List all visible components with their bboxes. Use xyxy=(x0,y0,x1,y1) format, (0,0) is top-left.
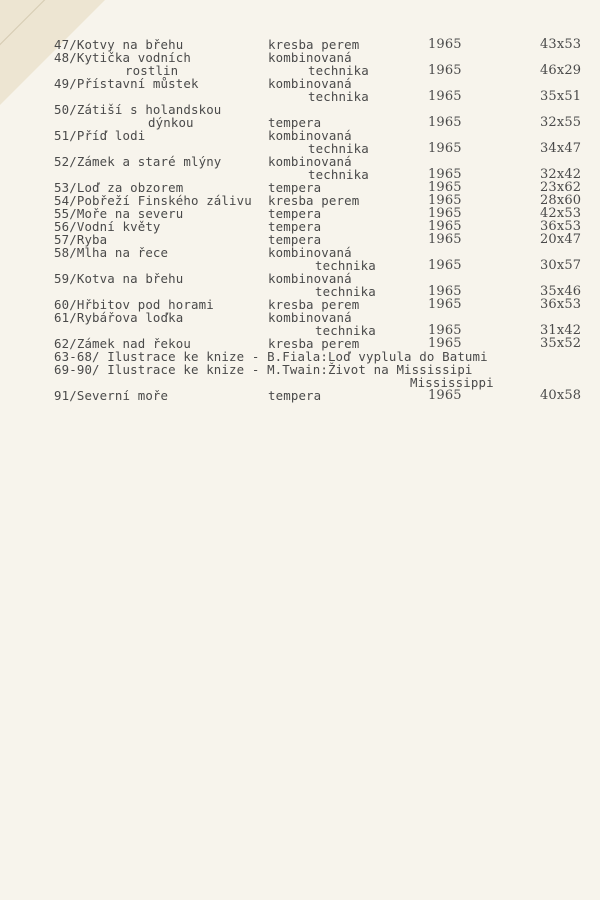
entry-year: 1965 xyxy=(428,115,462,130)
entry-title: 59/Kotva na břehu xyxy=(54,271,184,286)
entry-technique: kresba perem xyxy=(268,37,360,52)
entry-technique: tempera xyxy=(268,206,322,221)
entry-size: 42x53 xyxy=(540,206,582,221)
entry-technique: kresba perem xyxy=(268,297,360,312)
entry-size: 35x52 xyxy=(540,336,582,351)
entry-year: 1965 xyxy=(428,180,462,195)
entry-title: 52/Zámek a staré mlýny xyxy=(54,154,222,169)
entry-technique: kombinovaná xyxy=(268,154,352,169)
entry-title: 55/Moře na severu xyxy=(54,206,184,221)
entry-year: 1965 xyxy=(428,258,462,273)
entry-technique-continuation: technika xyxy=(308,89,369,104)
entry-technique-continuation: technika xyxy=(315,258,376,273)
entry-technique: kresba perem xyxy=(268,336,360,351)
entry-title: 57/Ryba xyxy=(54,232,108,247)
entry-year: 1965 xyxy=(428,141,462,156)
entry-technique: tempera xyxy=(268,219,322,234)
entry-size: 30x57 xyxy=(540,258,582,273)
entry-title: 60/Hřbitov pod horami xyxy=(54,297,214,312)
entry-size: 35x51 xyxy=(540,89,582,104)
entry-title: 58/Mlha na řece xyxy=(54,245,169,260)
entry-year: 1965 xyxy=(428,297,462,312)
entry-technique: kombinovaná xyxy=(268,128,352,143)
entry-title-continuation: rostlin xyxy=(125,63,179,78)
entry-technique: kombinovaná xyxy=(268,245,352,260)
entry-size: 32x42 xyxy=(540,167,582,182)
entry-year: 1965 xyxy=(428,219,462,234)
entry-year: 1965 xyxy=(428,89,462,104)
entry-size: 31x42 xyxy=(540,323,582,338)
entry-year: 1965 xyxy=(428,323,462,338)
entry-size: 36x53 xyxy=(540,219,582,234)
entry-size: 46x29 xyxy=(540,63,582,78)
entry-year: 1965 xyxy=(428,63,462,78)
entry-technique-continuation: technika xyxy=(315,323,376,338)
entry-technique-continuation: technika xyxy=(308,141,369,156)
entry-title: 54/Pobřeží Finského zálivu xyxy=(54,193,252,208)
entry-size: 32x55 xyxy=(540,115,582,130)
entry-title: 50/Zátiší s holandskou xyxy=(54,102,222,117)
entry-size: 34x47 xyxy=(540,141,582,156)
entry-title: 91/Severní moře xyxy=(54,388,169,403)
entry-year: 1965 xyxy=(428,336,462,351)
entry-size: 20x47 xyxy=(540,232,582,247)
entry-title: 61/Rybářova loďka xyxy=(54,310,184,325)
entry-year: 1965 xyxy=(428,193,462,208)
entry-technique: kombinovaná xyxy=(268,271,352,286)
entry-year: 1965 xyxy=(428,284,462,299)
entry-technique-continuation: technika xyxy=(308,63,369,78)
illustration-line: 69-90/ Ilustrace ke knize - M.Twain:Život na Mississipi xyxy=(54,362,473,377)
entry-size: 35x46 xyxy=(540,284,582,299)
entry-size: 28x60 xyxy=(540,193,582,208)
entry-year: 1965 xyxy=(428,232,462,247)
entry-size: 43x53 xyxy=(540,37,582,52)
entry-size: 23x62 xyxy=(540,180,582,195)
entry-title: 53/Loď za obzorem xyxy=(54,180,184,195)
entry-technique-continuation: technika xyxy=(315,284,376,299)
entry-year: 1965 xyxy=(428,206,462,221)
entry-technique: kombinovaná xyxy=(268,50,352,65)
entry-technique: tempera xyxy=(268,115,322,130)
entry-title: 51/Příď lodi xyxy=(54,128,146,143)
entry-year: 1965 xyxy=(428,167,462,182)
entry-technique: tempera xyxy=(268,232,322,247)
entry-title: 62/Zámek nad řekou xyxy=(54,336,191,351)
entry-year: 1965 xyxy=(428,37,462,52)
entry-technique-continuation: technika xyxy=(308,167,369,182)
entry-technique: tempera xyxy=(268,388,322,403)
entry-year: 1965 xyxy=(428,388,462,403)
entry-technique: kresba perem xyxy=(268,193,360,208)
entry-size: 36x53 xyxy=(540,297,582,312)
entry-title: 47/Kotvy na břehu xyxy=(54,37,184,52)
entry-title: 49/Přístavní můstek xyxy=(54,76,199,91)
entry-technique: kombinovaná xyxy=(268,310,352,325)
entry-title: 48/Kytička vodních xyxy=(54,50,191,65)
entry-title-continuation: dýnkou xyxy=(148,115,194,130)
illustration-line: 63-68/ Ilustrace ke knize - B.Fiala:Loď vyplula do Batumi xyxy=(54,349,488,364)
entry-technique: kombinovaná xyxy=(268,76,352,91)
entry-title: 56/Vodní květy xyxy=(54,219,161,234)
entry-technique: tempera xyxy=(268,180,322,195)
entry-size: 40x58 xyxy=(540,388,582,403)
illustration-line-continuation: Mississippi xyxy=(410,375,494,390)
